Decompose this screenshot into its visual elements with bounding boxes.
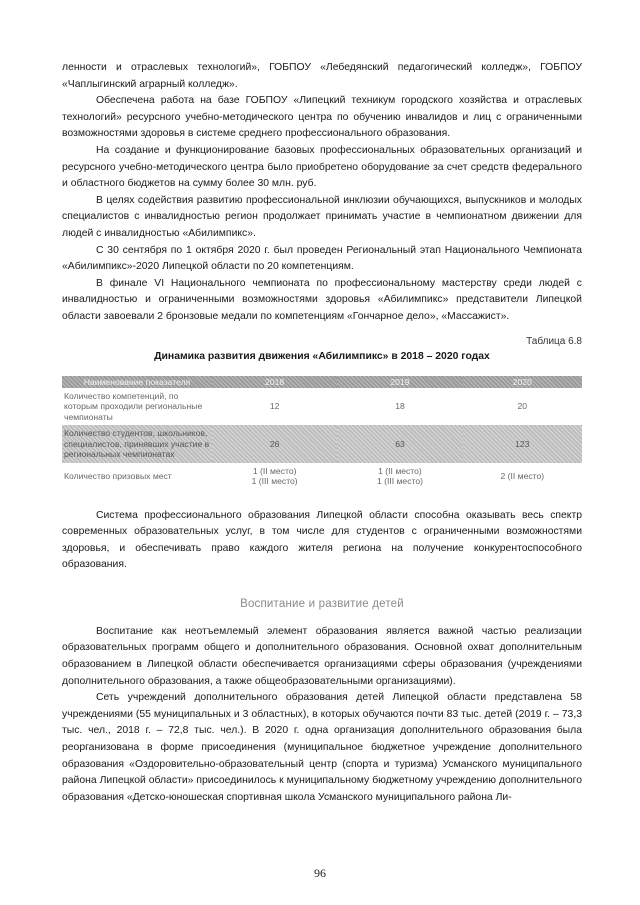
section-title: Воспитание и развитие детей (240, 597, 404, 610)
row-label: Количество студентов, школьников, специалистов, принявших участие в региональных чемпионатах (62, 425, 212, 463)
spacer (62, 490, 582, 508)
paragraph-national-final: В финале VI Национального чемпионата по профессиональному мастерству среди людей с инвалидностью и ограниченными возможностями здоровья «Абилимпикс» представители Липецкой области завоевали 2 бронзовые медали по компетенциям «Гончарное дело», «Массажист». (62, 277, 582, 322)
page-number: 96 (314, 866, 326, 880)
paragraph-equipment: На создание и функционирование базовых профессиональных образовательных организаций и ресурсного учебно-методического центра было приобретено оборудование за счет средств федерального и областного бюджетов на сумму более 30 млн. руб. (62, 144, 582, 190)
cell-value: 1 (II место) 1 (III место) (376, 465, 423, 486)
cell-value: 123 (463, 425, 582, 463)
header-year-2020: 2020 (463, 376, 582, 388)
paragraph-network: Сеть учреждений дополнительного образования детей Липецкой области представлена 58 учреждениями (55 муниципальных и 3 областных), в которых обучаются почти 83 тыс. детей (2019 г. – 73,3 тыс. чел., 2018 г. – 72,8 тыс. чел.). В 2020 г. одна организация дополнительного образования была реорганизована в форме присоединения (муниципальное бюджетное учреждение дополнительного образования «Оздоровительно-образовательный центр (спорта и туризма) Усманского муниципального района Липецкой области» присоединилось к муниципальному бюджетному учреждению дополнительного образования «Детско-юношеская спортивная школа Усманского муниципального района Ли- (62, 692, 582, 803)
paragraph-inclusion: В целях содействия развитию профессиональной инклюзии обучающихся, выпускников и молодых специалистов с инвалидностью регион продолжает принимать участие в чемпионатном движении для людей с инвалидностью «Абилимпикс». (62, 194, 582, 239)
paragraph-upbringing: Воспитание как неотъемлемый элемент образования является важной частью реализации образовательных программ общего и дополнительного образования. Основной охват дополнительным образованием в Липецкой области обеспечивается организациями сферы образования (учреждениями дополнительного образования, а также общеобразовательными организациями). (62, 625, 582, 687)
paragraph-continuation: ленности и отраслевых технологий», ГОБПОУ «Лебедянский педагогический колледж», ГОБПОУ «Чаплыгинский аграрный колледж». (62, 62, 582, 90)
table-row (62, 425, 582, 463)
row-label: Количество призовых мест (64, 470, 172, 481)
table-row (62, 388, 582, 426)
table-label: Таблица 6.8 (526, 335, 582, 347)
cell-value: 20 (517, 401, 528, 411)
cell-value: 12 (269, 401, 280, 411)
paragraph-system-summary: Система профессионального образования Липецкой области способна оказывать весь спектр современных образовательных услуг, в том числе для студентов с ограниченными возможностями здоровья, и обеспечивать право каждого жителя региона на получение конкурентоспособного образования. (62, 509, 582, 571)
cell-value: 2 (II место) (500, 470, 545, 481)
table-row (62, 463, 582, 490)
page-content (62, 60, 582, 806)
row-label: Количество компетенций, по которым проходили региональные чемпионаты (64, 390, 203, 422)
abilympics-table (62, 376, 582, 490)
header-indicator: Наименование показателя (62, 376, 212, 388)
header-year-2019: 2019 (337, 376, 462, 388)
cell-value: 63 (337, 425, 462, 463)
table-header-row (62, 376, 582, 388)
cell-value: 1 (II место) 1 (III место) (251, 465, 298, 486)
table-title: Динамика развития движения «Абилимпикс» в 2018 – 2020 годах (154, 350, 490, 362)
cell-value: 18 (395, 401, 405, 411)
paragraph-regional-stage: С 30 сентября по 1 октября 2020 г. был проведен Региональный этап Национального Чемпионата «Абилимпикс»-2020 Липецкой области по 20 компетенциям. (62, 244, 582, 273)
header-year-2018: 2018 (212, 376, 337, 388)
cell-value: 26 (212, 425, 337, 463)
paragraph-resource-center: Обеспечена работа на базе ГОБПОУ «Липецкий техникум городского хозяйства и отраслевых технологий» ресурсного учебно-методического центра по обучению инвалидов и лиц с ограниченными возможностями здоровья в системе среднего профессионального образования. (62, 95, 582, 140)
